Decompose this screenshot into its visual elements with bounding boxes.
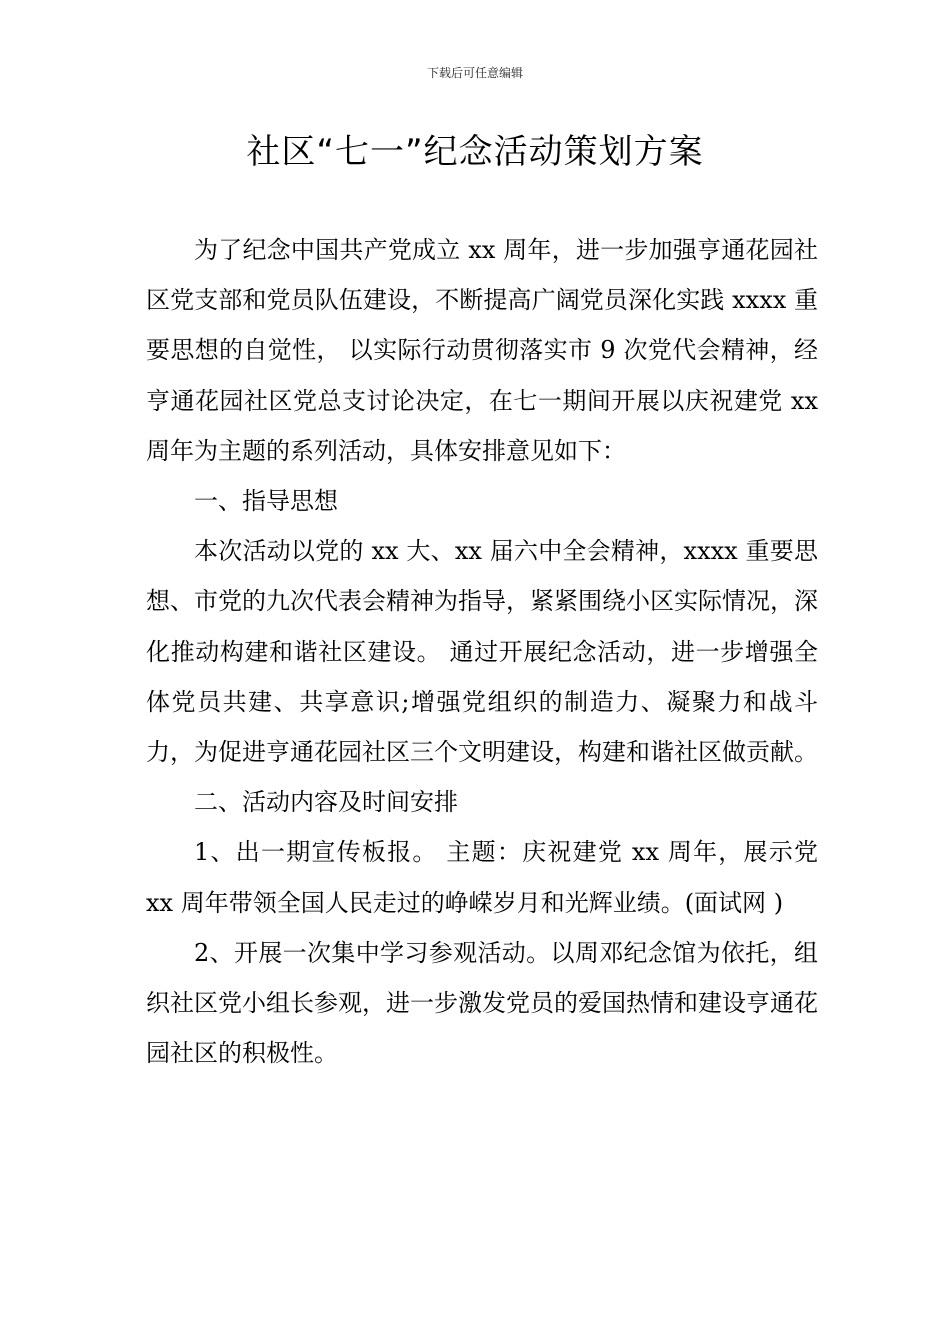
header-note: 下载后可任意编辑 [426,66,523,80]
section-heading-guiding-ideology: 一、指导思想 [194,487,338,516]
section-heading-activities: 二、活动内容及时间安排 [194,788,458,817]
document-title: 社区“七一”纪念活动策划方案 [246,132,704,172]
activity-item-2: 2、开展一次集中学习参观活动。以周邓纪念馆为依托，组织社区党小组长参观，进一步激发党员的爱国热情和建设亨通花园社区的积极性。 [146,938,818,1068]
document-body [146,225,818,1078]
guiding-ideology-paragraph: 本次活动以党的 xx 大、xx 届六中全会精神，xxxx 重要思想、市党的九次代表会精神为指导，紧紧围绕小区实际情况，深化推动构建和谐社区建设。 通过开展纪念活动，进一步增强全体党员共建、共享意识;增强党组织的制造力、凝聚力和战斗力，为促进亨通花园社区三个文明建设，构建和谐社区做贡献。 [146,537,818,767]
activity-item-1: 1、出一期宣传板报。 主题：庆祝建党 xx 周年，展示党 xx 周年带领全国人民走过的峥嵘岁月和光辉业绩。(面试网 ) [146,838,818,917]
intro-paragraph: 为了纪念中国共产党成立 xx 周年，进一步加强亨通花园社区党支部和党员队伍建设，不断提高广阔党员深化实践 xxxx 重要思想的自觉性， 以实际行动贯彻落实市 9 次党代会精神，经亨通花园社区党总支讨论决定，在七一期间开展以庆祝建党 xx 周年为主题的系列活动，具体安排意见如下： [146,236,818,465]
